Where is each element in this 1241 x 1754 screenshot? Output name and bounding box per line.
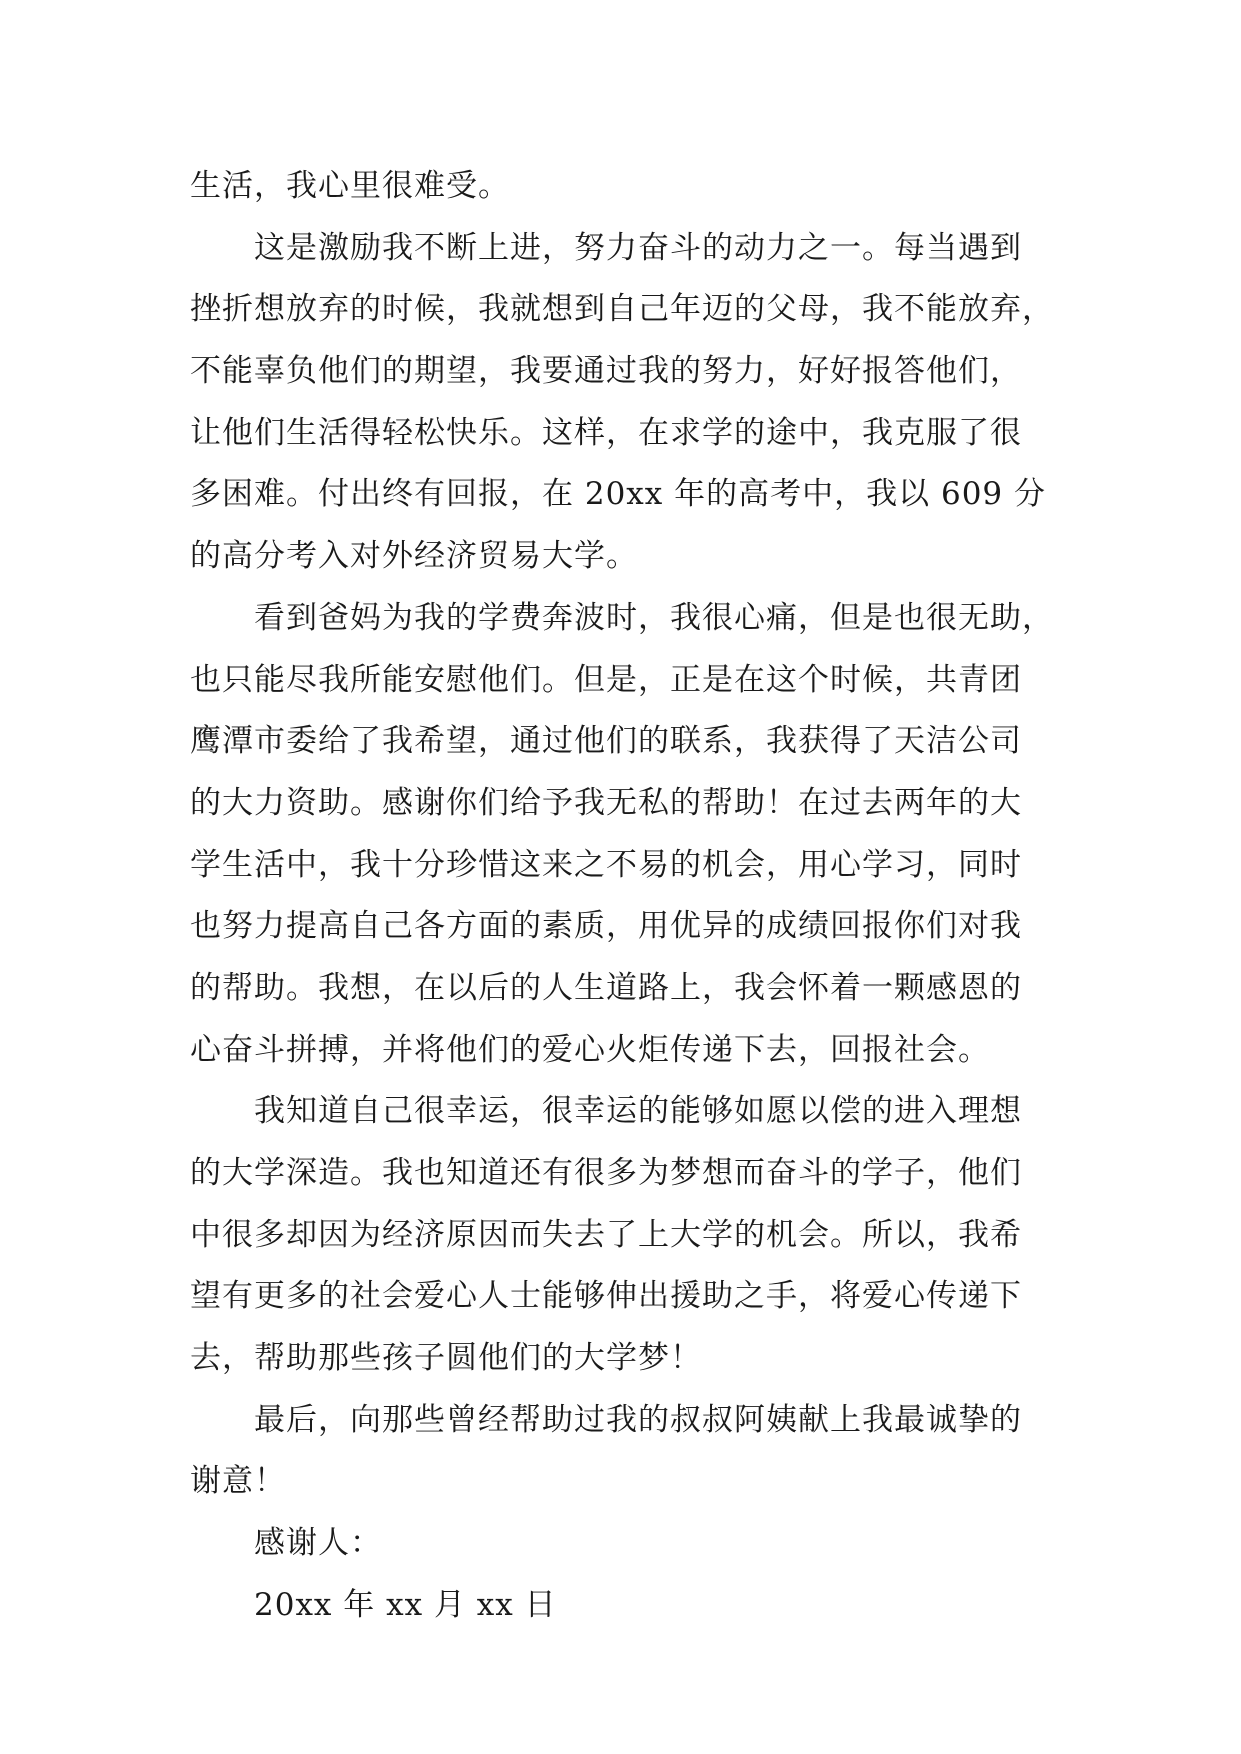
text-line: 的高分考入对外经济贸易大学。 bbox=[190, 538, 638, 575]
text-line: 生活，我心里很难受。 bbox=[190, 168, 510, 204]
text-line: 的大力资助。感谢你们给予我无私的帮助！在过去两年的大 bbox=[190, 784, 1022, 821]
text-line: 这是激励我不断上进，努力奋斗的动力之一。每当遇到 bbox=[254, 229, 1022, 266]
letter-body bbox=[190, 156, 1054, 1637]
text-line: 心奋斗拼搏，并将他们的爱心火炬传递下去，回报社会。 bbox=[190, 1031, 990, 1068]
text-line: 挫折想放弃的时候，我就想到自己年迈的父母，我不能放弃， bbox=[190, 291, 1054, 328]
text-line: 鹰潭市委给了我希望，通过他们的联系，我获得了天洁公司 bbox=[190, 723, 1022, 760]
text-line: 谢意！ bbox=[190, 1463, 286, 1500]
text-line: 学生活中，我十分珍惜这来之不易的机会，用心学习，同时 bbox=[190, 846, 1022, 883]
text-line: 最后，向那些曾经帮助过我的叔叔阿姨献上我最诚挚的 bbox=[254, 1401, 1022, 1438]
text-line: 也努力提高自己各方面的素质，用优异的成绩回报你们对我 bbox=[190, 908, 1022, 945]
text-line: 的帮助。我想，在以后的人生道路上，我会怀着一颗感恩的 bbox=[190, 969, 1022, 1006]
signature-label: 感谢人： bbox=[254, 1525, 382, 1562]
text-line: 也只能尽我所能安慰他们。但是，正是在这个时候，共青团 bbox=[190, 661, 1022, 698]
text-line: 看到爸妈为我的学费奔波时，我很心痛，但是也很无助， bbox=[254, 599, 1054, 636]
text-line: 去，帮助那些孩子圆他们的大学梦！ bbox=[190, 1340, 702, 1377]
text-line: 多困难。付出终有回报，在 20xx 年的高考中，我以 609 分 bbox=[190, 476, 1046, 513]
text-line: 让他们生活得轻松快乐。这样，在求学的途中，我克服了很 bbox=[190, 414, 1022, 451]
text-line: 望有更多的社会爱心人士能够伸出援助之手，将爱心传递下 bbox=[190, 1278, 1022, 1315]
text-line: 我知道自己很幸运，很幸运的能够如愿以偿的进入理想 bbox=[254, 1093, 1022, 1130]
text-line: 不能辜负他们的期望，我要通过我的努力，好好报答他们， bbox=[190, 353, 1022, 390]
text-line: 的大学深造。我也知道还有很多为梦想而奋斗的学子，他们 bbox=[190, 1155, 1022, 1191]
text-line: 中很多却因为经济原因而失去了上大学的机会。所以，我希 bbox=[190, 1216, 1022, 1253]
date-line: 20xx 年 xx 月 xx 日 bbox=[254, 1586, 557, 1623]
